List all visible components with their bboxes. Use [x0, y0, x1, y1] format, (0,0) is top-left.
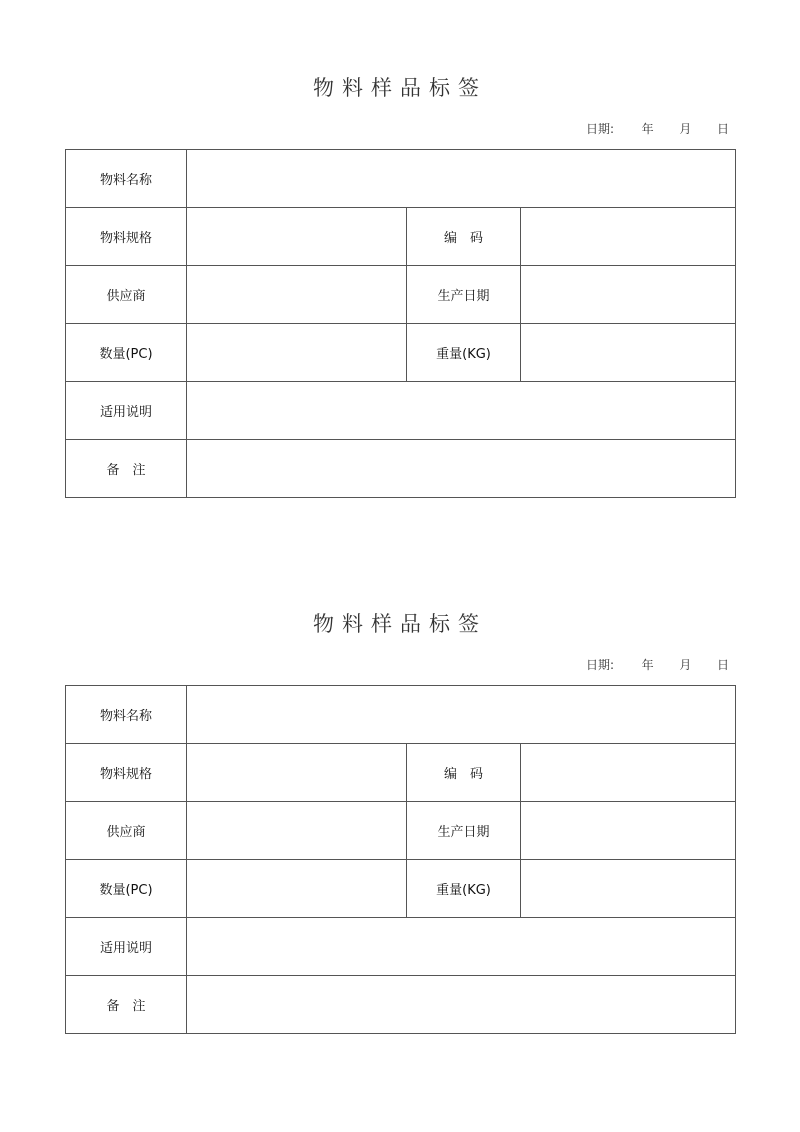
label-title: 物料样品标签 [313, 76, 487, 100]
date-month: 月 [679, 658, 692, 672]
quantity-label: 数量(PC) [66, 860, 187, 918]
date-prefix: 日期: [585, 122, 614, 136]
date-year: 年 [641, 122, 654, 136]
row-spec-code [66, 744, 736, 802]
row-supplier-date [66, 802, 736, 860]
row-supplier-date [66, 266, 736, 324]
row-remarks [66, 440, 736, 498]
date-prefix: 日期: [585, 658, 614, 672]
row-material-name [66, 150, 736, 208]
supplier-label: 供应商 [66, 266, 187, 324]
date-day: 日 [716, 658, 729, 672]
remarks-label: 备 注 [66, 440, 187, 498]
label-title: 物料样品标签 [313, 612, 487, 636]
row-remarks [66, 976, 736, 1034]
production-date-label: 生产日期 [407, 802, 521, 860]
production-date-field[interactable] [521, 802, 736, 860]
row-spec-code [66, 208, 736, 266]
material-spec-field[interactable] [187, 744, 407, 802]
usage-field[interactable] [187, 918, 736, 976]
row-quantity-weight [66, 324, 736, 382]
production-date-field[interactable] [521, 266, 736, 324]
material-spec-field[interactable] [187, 208, 407, 266]
row-usage [66, 918, 736, 976]
quantity-label: 数量(PC) [66, 324, 187, 382]
weight-field[interactable] [521, 324, 736, 382]
label-form-table [65, 685, 736, 1034]
date-month: 月 [679, 122, 692, 136]
supplier-label: 供应商 [66, 802, 187, 860]
material-name-label: 物料名称 [66, 686, 187, 744]
date-line [586, 658, 729, 672]
usage-label: 适用说明 [66, 382, 187, 440]
row-material-name [66, 686, 736, 744]
row-usage [66, 382, 736, 440]
material-spec-label: 物料规格 [66, 208, 187, 266]
code-label: 编 码 [407, 744, 521, 802]
row-quantity-weight [66, 860, 736, 918]
date-day: 日 [716, 122, 729, 136]
code-field[interactable] [521, 744, 736, 802]
remarks-field[interactable] [187, 976, 736, 1034]
remarks-label: 备 注 [66, 976, 187, 1034]
code-label: 编 码 [407, 208, 521, 266]
quantity-field[interactable] [187, 324, 407, 382]
code-field[interactable] [521, 208, 736, 266]
usage-label: 适用说明 [66, 918, 187, 976]
supplier-field[interactable] [187, 802, 407, 860]
weight-label: 重量(KG) [407, 860, 521, 918]
date-year: 年 [641, 658, 654, 672]
label-form-table [65, 149, 736, 498]
weight-label: 重量(KG) [407, 324, 521, 382]
supplier-field[interactable] [187, 266, 407, 324]
material-name-field[interactable] [187, 686, 736, 744]
material-name-field[interactable] [187, 150, 736, 208]
production-date-label: 生产日期 [407, 266, 521, 324]
material-name-label: 物料名称 [66, 150, 187, 208]
quantity-field[interactable] [187, 860, 407, 918]
material-spec-label: 物料规格 [66, 744, 187, 802]
date-line [586, 122, 729, 136]
weight-field[interactable] [521, 860, 736, 918]
usage-field[interactable] [187, 382, 736, 440]
remarks-field[interactable] [187, 440, 736, 498]
